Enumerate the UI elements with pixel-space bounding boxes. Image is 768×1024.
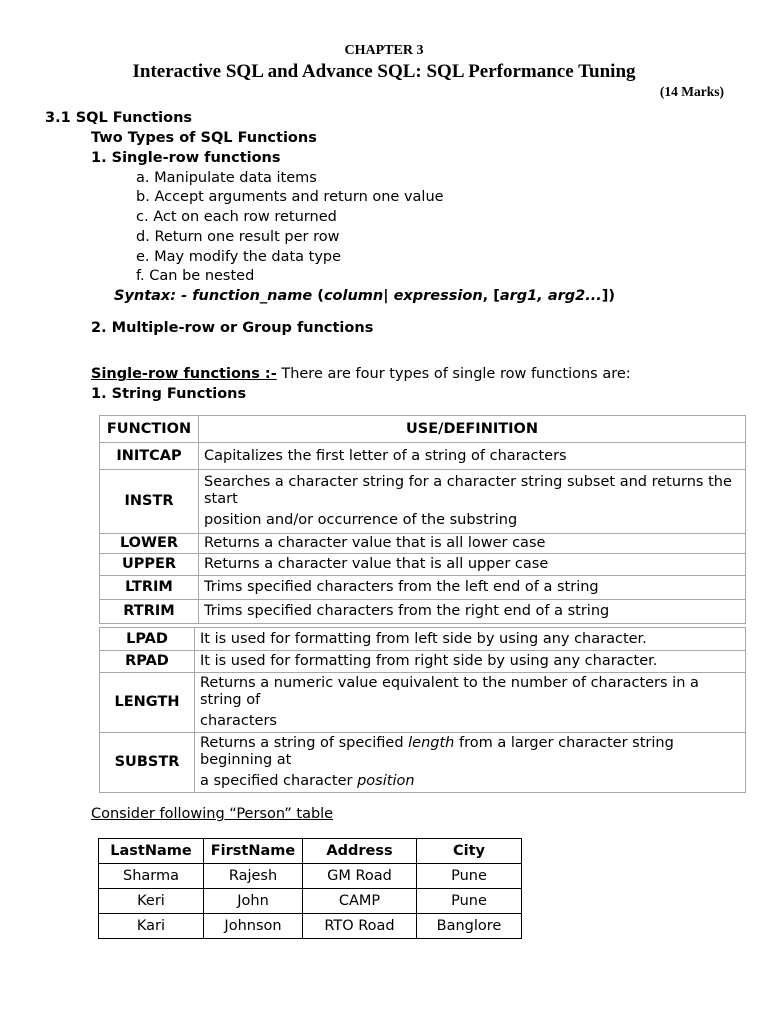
list-item: f. Can be nested (136, 268, 255, 284)
syntax-line: Syntax: - function_name (column| expression, [arg1, arg2...]) (114, 288, 616, 304)
table-row: LPAD It is used for formatting from left side by using any character. (100, 628, 746, 651)
table-row: Keri John CAMP Pune (99, 889, 522, 914)
list-item: d. Return one result per row (136, 229, 340, 245)
table-row: UPPER Returns a character value that is all upper case (100, 554, 746, 576)
list-item: c. Act on each row returned (136, 209, 337, 225)
table-row: INSTR Searches a character string for a character string subset and returns the start position and/or occurrence of the substring (100, 470, 746, 534)
table-row: Sharma Rajesh GM Road Pune (99, 864, 522, 889)
types-heading: Two Types of SQL Functions (91, 130, 317, 146)
column-header: LastName (99, 839, 204, 864)
page-title: Interactive SQL and Advance SQL: SQL Performance Tuning (132, 61, 636, 82)
column-header: Address (303, 839, 417, 864)
list-item: b. Accept arguments and return one value (136, 189, 444, 205)
table-row: LOWER Returns a character value that is all lower case (100, 534, 746, 554)
column-header: USE/DEFINITION (199, 416, 746, 443)
table-row: RPAD It is used for formatting from right side by using any character. (100, 651, 746, 673)
table-header-row (99, 839, 522, 864)
table-row: LENGTH Returns a numeric value equivalent to the number of characters in a string of characters (100, 673, 746, 733)
list-item: a. Manipulate data items (136, 170, 317, 186)
column-header: FirstName (204, 839, 303, 864)
string-function-table (99, 415, 746, 624)
marks-label: (14 Marks) (659, 84, 724, 99)
chapter-label: CHAPTER 3 (344, 43, 424, 58)
table-row: INITCAP Capitalizes the first letter of a string of characters (100, 443, 746, 470)
string-function-table-continued (99, 627, 746, 793)
column-header: FUNCTION (100, 416, 199, 443)
multi-row-heading: 2. Multiple-row or Group functions (91, 320, 374, 336)
list-item: e. May modify the data type (136, 249, 342, 265)
table-row: LTRIM Trims specified characters from the left end of a string (100, 576, 746, 600)
single-row-heading: 1. Single-row functions (91, 150, 281, 166)
table-header-row (100, 416, 746, 443)
section-heading: 3.1 SQL Functions (45, 110, 193, 126)
string-functions-heading: 1. String Functions (91, 386, 247, 402)
single-row-intro: Single-row functions :- There are four types of single row functions are: (91, 366, 631, 382)
person-table-caption: Consider following “Person” table (91, 806, 334, 822)
person-table (98, 838, 522, 939)
table-row: Kari Johnson RTO Road Banglore (99, 914, 522, 939)
table-row: SUBSTR Returns a string of specified length from a larger character string beginning at a specified character position (100, 733, 746, 793)
table-row: RTRIM Trims specified characters from the right end of a string (100, 600, 746, 624)
column-header: City (417, 839, 522, 864)
